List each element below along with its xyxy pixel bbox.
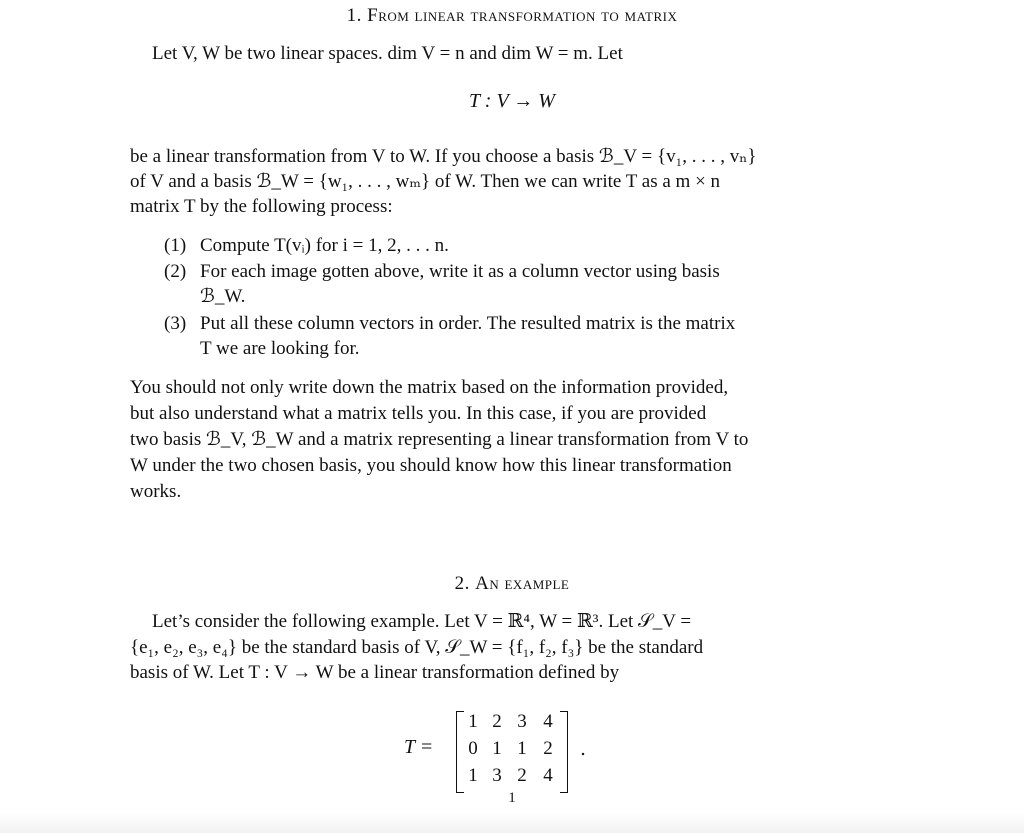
paragraph-line: works. (130, 481, 182, 502)
list-item (164, 234, 864, 258)
matrix-cell: 4 (543, 765, 553, 786)
list-number: (1) (164, 235, 187, 256)
paragraph-line: Let’s consider the following example. Let V = ℝ⁴, W = ℝ³. Let 𝒮_V = (152, 611, 692, 632)
matrix-cell: 2 (543, 738, 553, 759)
intro-line: Let V, W be two linear spaces. dim V = n and dim W = m. Let (152, 43, 623, 64)
page-bottom-edge (0, 812, 1024, 833)
matrix-cell: 2 (517, 765, 527, 786)
list-text: ℬ_W. (200, 286, 246, 307)
list-number: (2) (164, 261, 187, 282)
list-number: (3) (164, 313, 187, 334)
matrix-cell: 2 (492, 711, 502, 732)
paragraph-line: basis of W. Let T : V → W be a linear transformation defined by (130, 662, 620, 683)
paragraph-line: of V and a basis ℬ_W = {w₁, . . . , wₘ} of W. Then we can write T as a m × n (130, 171, 721, 192)
paragraph-line: be a linear transformation from V to W. If you choose a basis ℬ_V = {v₁, . . . , vₙ} (130, 146, 757, 167)
section-1-number: 1. (346, 5, 362, 26)
matrix-period: . (580, 738, 587, 760)
paragraph-line: matrix T by the following process: (130, 196, 393, 217)
matrix-cell: 3 (492, 765, 502, 786)
matrix-cell: 0 (468, 738, 478, 759)
matrix-cell: 4 (543, 711, 553, 732)
matrix-cell: 1 (517, 738, 527, 759)
list-text: T we are looking for. (200, 338, 360, 359)
section-2-number: 2. (454, 573, 470, 594)
list-text: Put all these column vectors in order. The resulted matrix is the matrix (200, 313, 736, 334)
list-text: Compute T(vᵢ) for i = 1, 2, . . . n. (200, 235, 449, 256)
paragraph-line: {e₁, e₂, e₃, e₄} be the standard basis of V, 𝒮_W = {f₁, f₂, f₃} be the standard (130, 637, 704, 658)
paragraph-line: W under the two chosen basis, you should know how this linear transformation (130, 455, 732, 476)
matrix (456, 711, 568, 793)
matrix-cell: 3 (517, 711, 527, 732)
right-bracket (560, 711, 568, 793)
paragraph-line: two basis ℬ_V, ℬ_W and a matrix representing a linear transformation from V to (130, 429, 749, 450)
paragraph-line: but also understand what a matrix tells you. In this case, if you are provided (130, 403, 707, 424)
list-item (164, 312, 864, 362)
section-2-heading (0, 572, 1024, 596)
matrix-label: T = (404, 736, 434, 758)
list-text: For each image gotten above, write it as a column vector using basis (200, 261, 720, 282)
paragraph-line: You should not only write down the matrix based on the information provided, (130, 377, 729, 398)
list-item (164, 260, 864, 310)
section-1-title: From linear transformation to matrix (367, 5, 678, 26)
display-equation: T : V → W (469, 90, 555, 112)
section-2-title: An example (475, 573, 570, 594)
matrix-cell: 1 (468, 765, 478, 786)
matrix-cell: 1 (468, 711, 478, 732)
matrix-cell: 1 (492, 738, 502, 759)
section-1-heading (0, 4, 1024, 28)
page-number: 1 (508, 790, 516, 806)
